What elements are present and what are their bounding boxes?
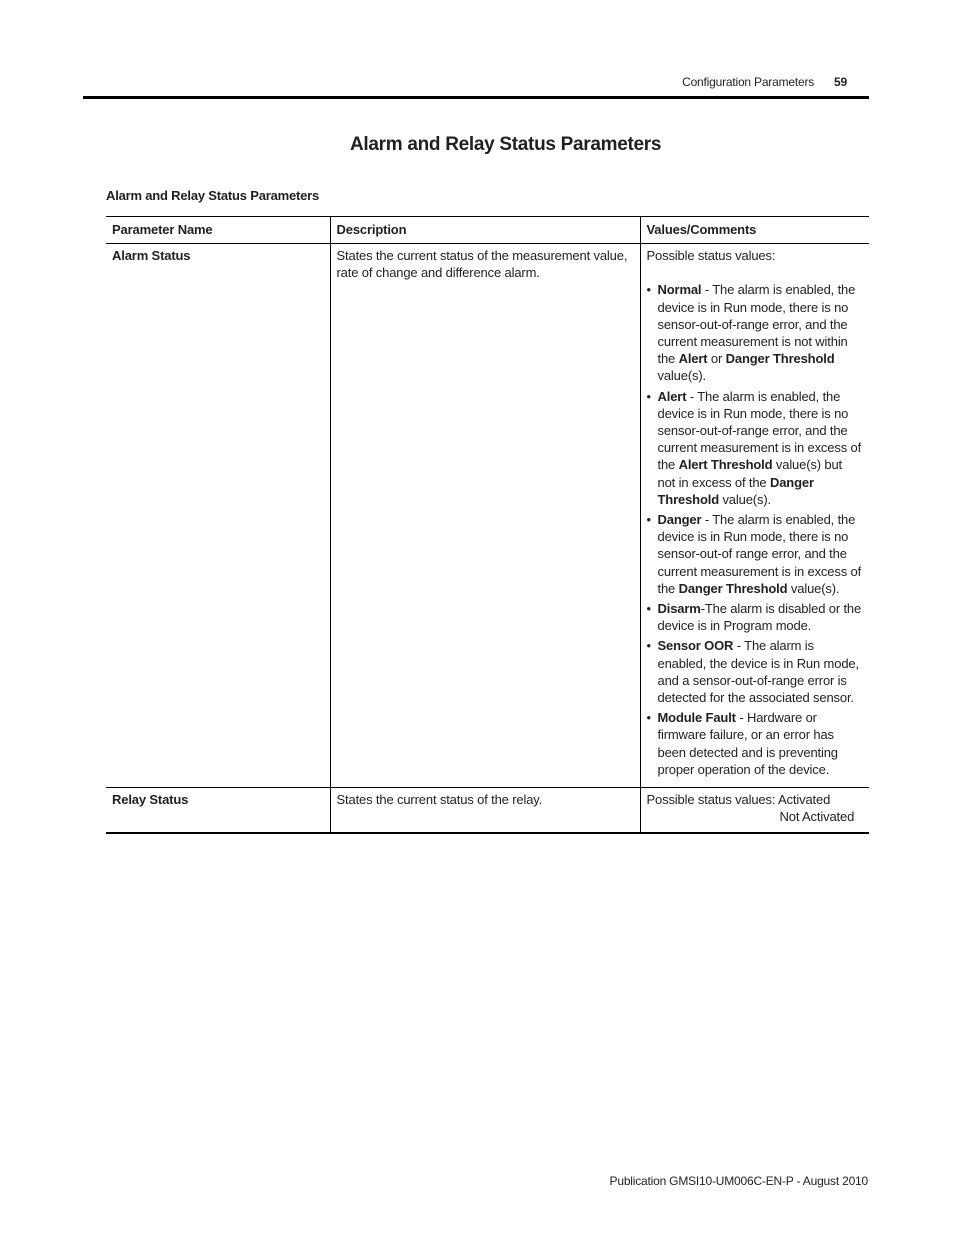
- header-section-title: Configuration Parameters: [682, 75, 815, 89]
- table-header-row: [106, 217, 869, 244]
- description-alarm-status: States the current status of the measurement value, rate of change and difference alarm.: [330, 244, 640, 788]
- bold-term: Danger Threshold: [657, 474, 814, 507]
- bold-term: Alert: [678, 351, 708, 367]
- bold-term: Alert: [657, 388, 687, 404]
- text-run: - The alarm is enabled, the device is in Run mode, there is no sensor-out-of range error, and the current measurement is in excess of the: [657, 512, 862, 596]
- text-run: - The alarm is enabled, the device is in Run mode, there is no sensor-out-of-range error, and the current measurement is in excess of the: [657, 388, 862, 473]
- text-run: or: [707, 351, 726, 367]
- text-run: value(s).: [657, 368, 706, 384]
- parameters-table: [106, 216, 869, 834]
- text-run: value(s) but not in excess of the: [657, 457, 843, 490]
- page-number: 59: [834, 75, 847, 89]
- values-intro: Possible status values:: [646, 248, 776, 264]
- bold-term: Sensor OOR: [657, 638, 734, 654]
- bold-term: Alert Threshold: [678, 457, 773, 473]
- text-run: - The alarm is enabled, the device is in Run mode, and a sensor-out-of-range error is detected for the associated sensor.: [657, 638, 859, 706]
- status-value-item: [647, 637, 864, 706]
- running-header: [682, 75, 847, 89]
- text-run: -The alarm is disabled or the device is in Program mode.: [657, 601, 862, 634]
- bold-term: Disarm: [657, 601, 701, 617]
- description-relay-status: States the current status of the relay.: [330, 788, 640, 833]
- table-row-relay-status: [106, 788, 869, 833]
- status-values-list: [647, 281, 864, 778]
- text-run: value(s).: [787, 580, 840, 596]
- header-rule: [83, 96, 869, 99]
- text-run: value(s).: [719, 491, 771, 507]
- publication-footer: Publication GMSI10-UM006C-EN-P - August 2010: [609, 1174, 868, 1188]
- status-value-item: [647, 281, 864, 384]
- column-header-parameter-name: Parameter Name: [106, 217, 330, 244]
- relay-value-not-activated: Not Activated: [779, 809, 855, 825]
- relay-value-activated: Possible status values: Activated: [646, 792, 831, 808]
- values-alarm-status: [640, 244, 869, 788]
- text-run: - Hardware or firmware failure, or an error has been detected and is preventing proper operation of the device.: [657, 710, 838, 777]
- status-value-item: [647, 388, 864, 508]
- table-row-alarm-status: [106, 244, 869, 788]
- bold-term: Normal: [657, 282, 702, 298]
- status-value-item: [647, 600, 864, 634]
- bold-term: Module Fault: [657, 710, 736, 726]
- column-header-description: Description: [330, 217, 640, 244]
- column-header-values-comments: Values/Comments: [640, 217, 869, 244]
- status-value-item: [647, 511, 864, 597]
- bold-term: Danger Threshold: [725, 351, 835, 367]
- values-relay-status: [640, 788, 869, 833]
- parameter-name-relay-status: Relay Status: [106, 788, 330, 833]
- bold-term: Danger Threshold: [678, 580, 788, 596]
- text-run: - The alarm is enabled, the device is in Run mode, there is no sensor-out-of-range error, and the current measurement is not within the: [657, 282, 856, 367]
- parameter-name-alarm-status: Alarm Status: [106, 244, 330, 788]
- table-caption: Alarm and Relay Status Parameters: [106, 188, 320, 203]
- section-title: Alarm and Relay Status Parameters: [350, 134, 662, 155]
- bold-term: Danger: [657, 512, 702, 528]
- status-value-item: [647, 709, 864, 778]
